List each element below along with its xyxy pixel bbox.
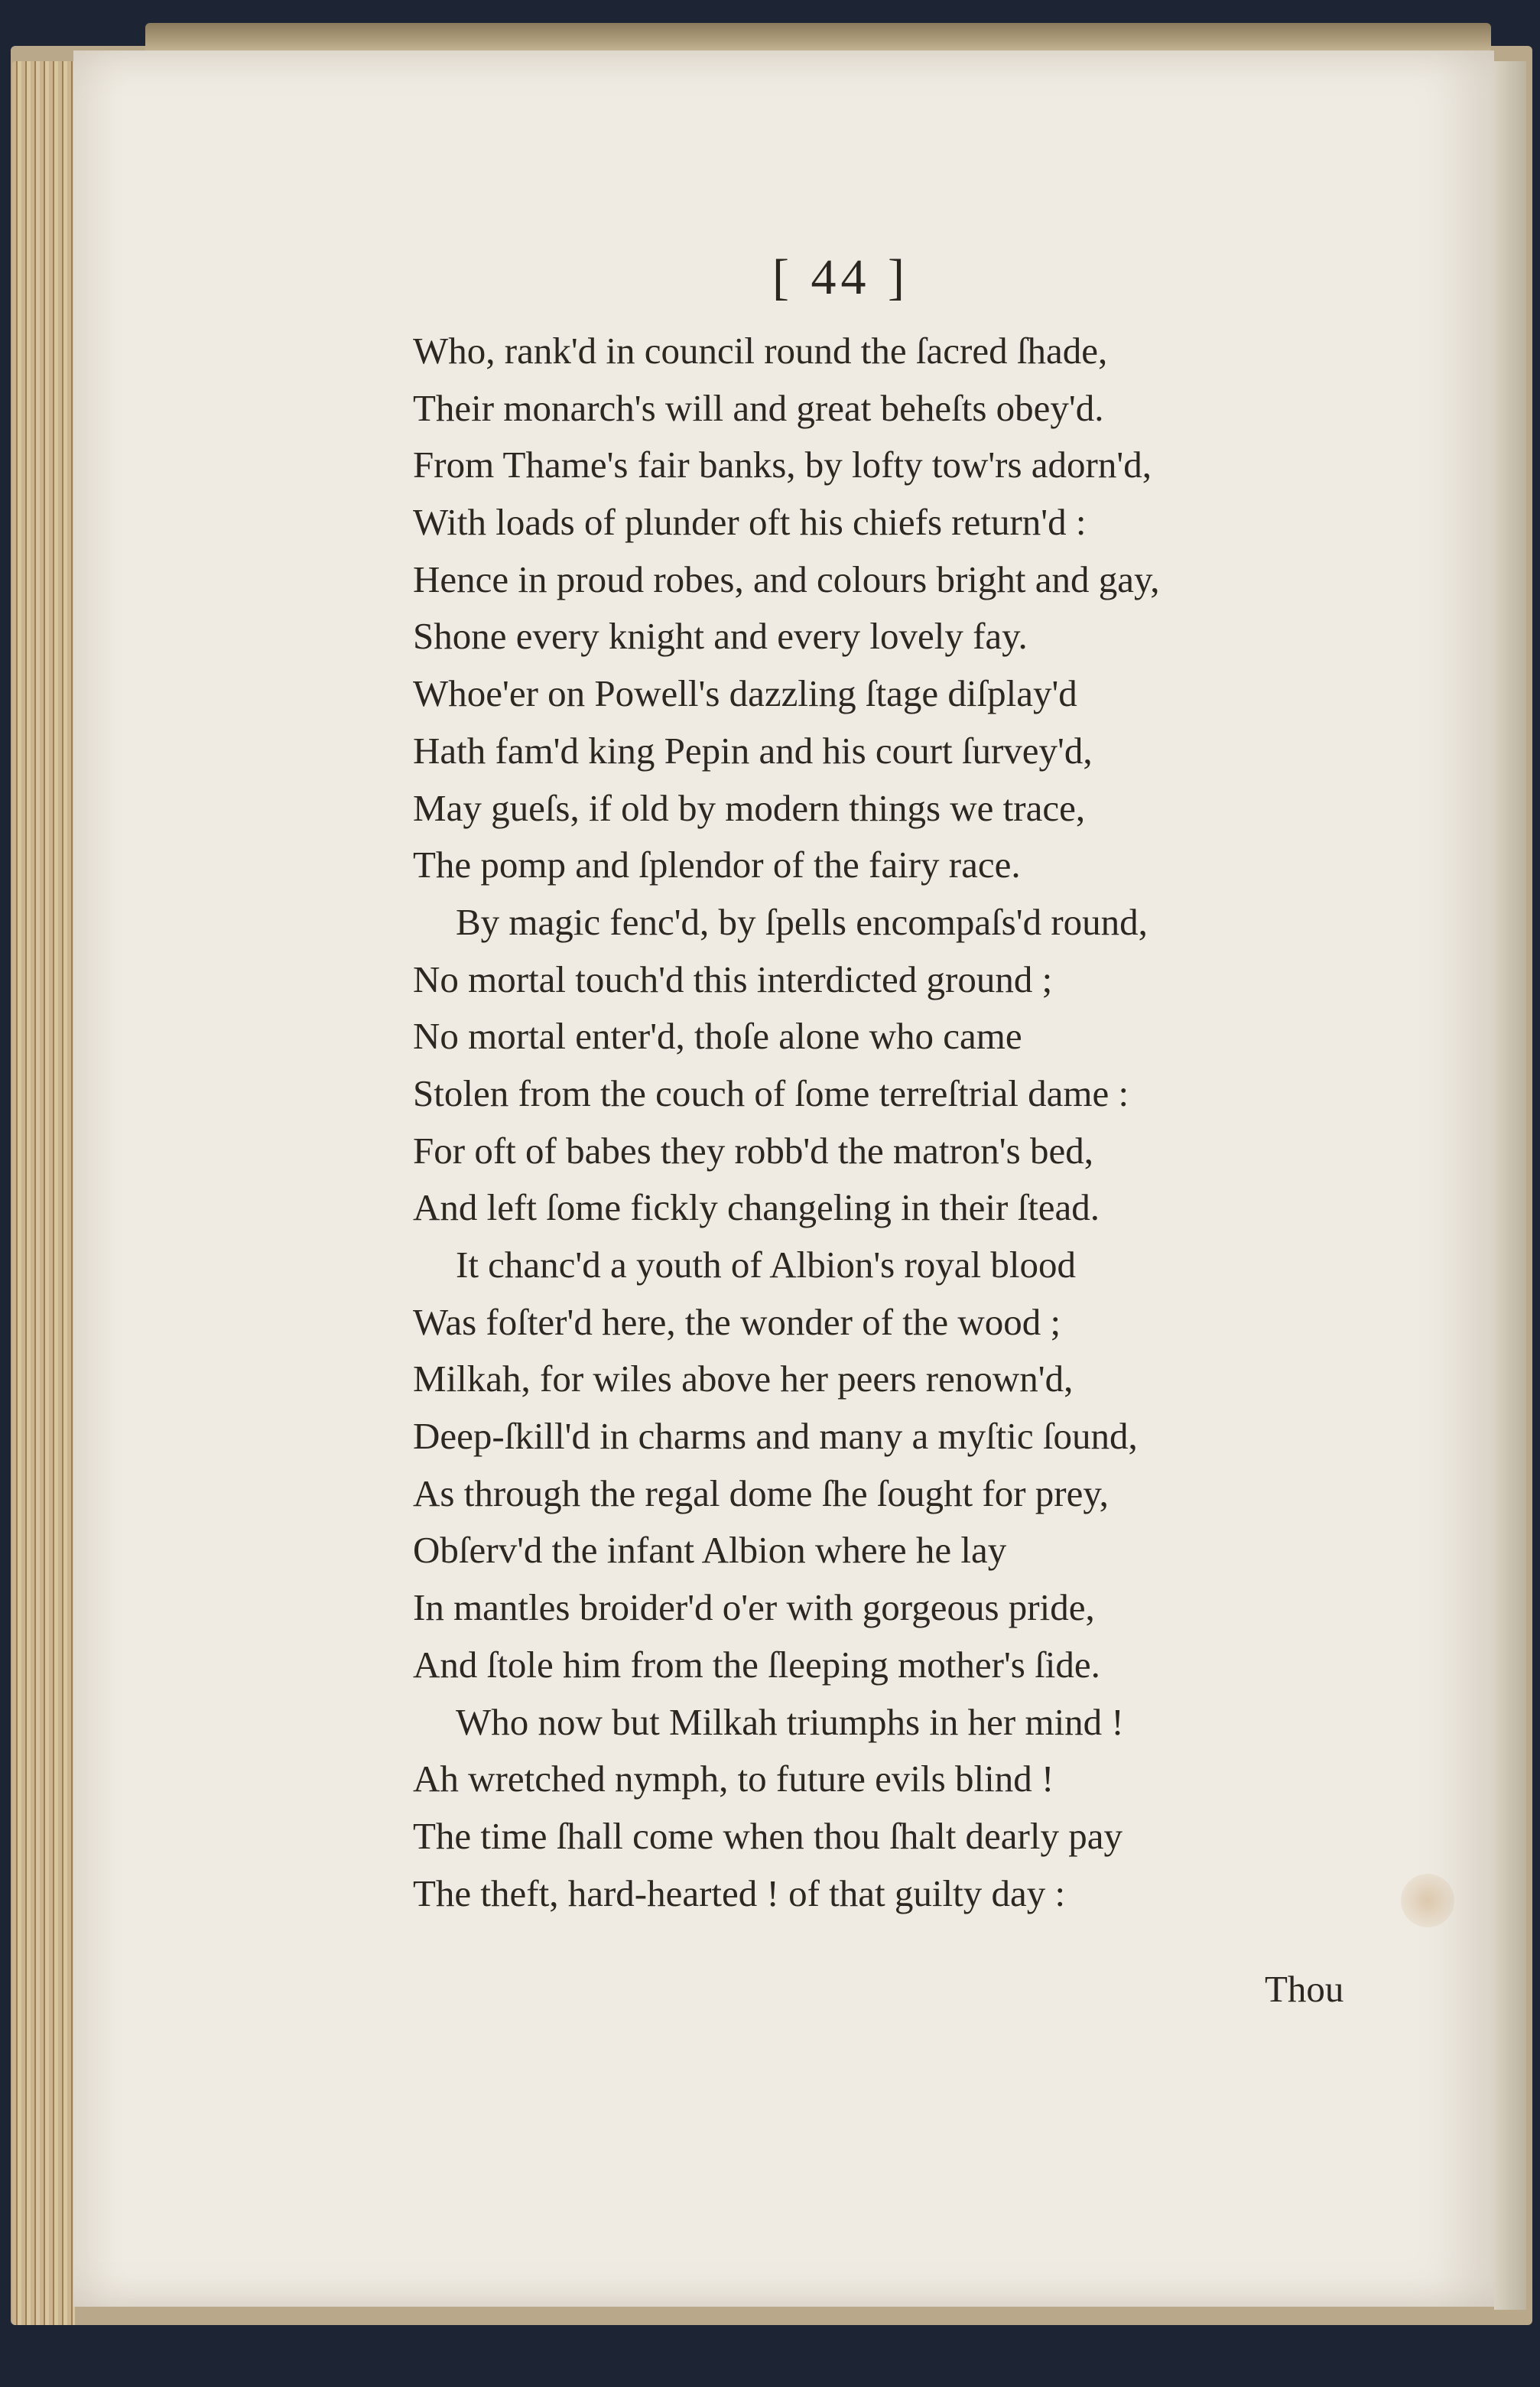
facing-page-edge <box>1494 61 1526 2310</box>
poem-line: Obſerv'd the infant Albion where he lay <box>413 1529 1007 1572</box>
poem-line: The time ſhall come when thou ſhalt dearly pay <box>413 1814 1123 1857</box>
page-edges <box>12 61 75 2325</box>
poem-line: Deep-ſkill'd in charms and many a myſtic ſound, <box>413 1415 1138 1458</box>
poem-line: No mortal touch'd this interdicted ground ; <box>413 958 1053 1000</box>
poem-line: For oft of babes they robb'd the matron's bed, <box>413 1129 1093 1172</box>
paper-stain <box>1401 1874 1454 1927</box>
poem-line: Milkah, for wiles above her peers renown'd, <box>413 1358 1074 1400</box>
poem-line: By magic fenc'd, by ſpells encompaſs'd round, <box>456 900 1148 943</box>
poem-line: No mortal enter'd, thoſe alone who came <box>413 1015 1022 1058</box>
poem-line: It chanc'd a youth of Albion's royal blood <box>456 1244 1077 1286</box>
catchword: Thou <box>1265 1968 1344 2010</box>
poem-line: Ah wretched nymph, to future evils blind ! <box>413 1758 1054 1800</box>
poem-line: Shone every knight and every lovely fay. <box>413 615 1028 658</box>
poem-line: In mantles broider'd o'er with gorgeous pride, <box>413 1586 1095 1629</box>
poem-line: The pomp and ſplendor of the fairy race. <box>413 844 1021 886</box>
poem-line: The theft, hard-hearted ! of that guilty day : <box>413 1872 1066 1914</box>
poem-line: And left ſome fickly changeling in their ſtead. <box>413 1186 1100 1229</box>
poem-line: May gueſs, if old by modern things we trace, <box>413 786 1086 829</box>
poem-line: Hence in proud robes, and colours bright and gay, <box>413 558 1160 600</box>
poem-line: As through the regal dome ſhe ſought for prey, <box>413 1472 1109 1514</box>
poem-line: Who, rank'd in council round the ſacred ſhade, <box>413 330 1108 372</box>
poem-text <box>413 323 1361 1922</box>
poem-line: Stolen from the couch of ſome terreſtrial dame : <box>413 1072 1129 1114</box>
page-top-edge <box>145 23 1491 54</box>
poem-line: With loads of plunder oft his chiefs return'd : <box>413 501 1087 544</box>
poem-line: Their monarch's will and great beheſts obey'd. <box>413 386 1104 429</box>
poem-line: Who now but Milkah triumphs in her mind ! <box>456 1700 1124 1743</box>
poem-line: Hath fam'd king Pepin and his court ſurvey'd, <box>413 729 1093 772</box>
poem-line: From Thame's fair banks, by lofty tow'rs adorn'd, <box>413 444 1152 486</box>
poem-line: And ſtole him from the ſleeping mother's ſide. <box>413 1643 1100 1686</box>
page-number: [ 44 ] <box>772 249 909 305</box>
poem-line: Was foſter'd here, the wonder of the wood ; <box>413 1300 1061 1343</box>
poem-line: Whoe'er on Powell's dazzling ſtage diſplay'd <box>413 672 1077 715</box>
